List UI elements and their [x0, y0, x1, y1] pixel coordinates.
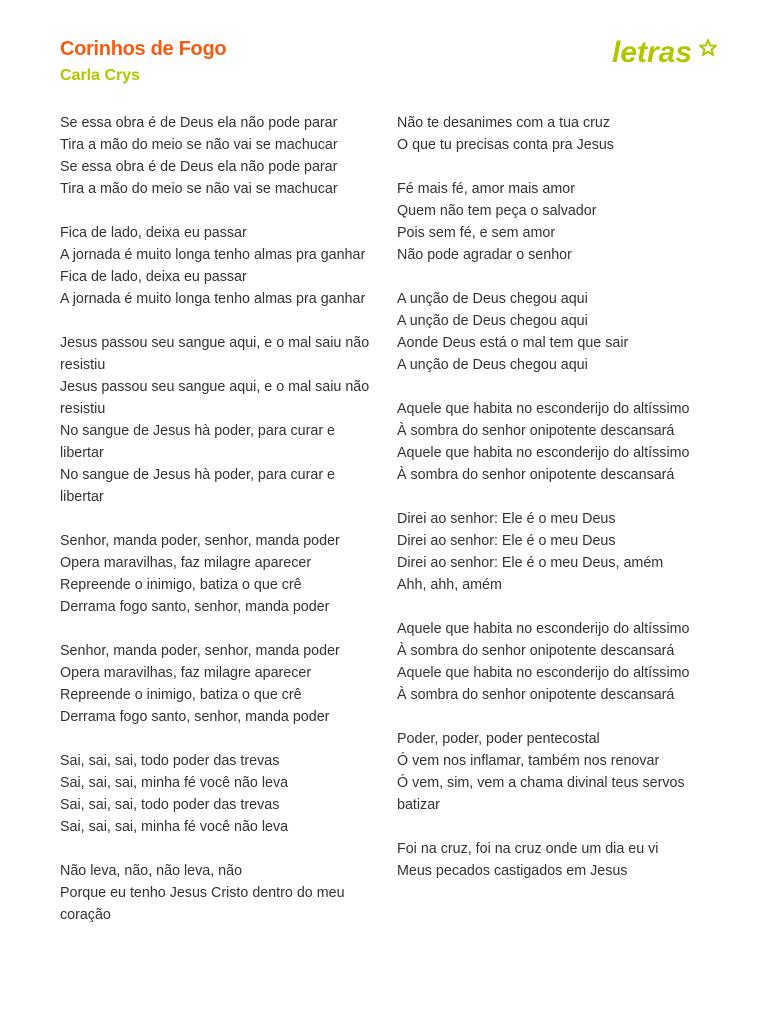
lyric-line: Derrama fogo santo, senhor, manda poder: [60, 599, 330, 615]
lyric-line: Jesus passou seu sangue aqui, e o mal saiu não resistiu: [60, 335, 370, 373]
lyric-line: Não leva, não, não leva, não: [60, 863, 243, 879]
artist-name: Carla Crys: [60, 67, 141, 84]
lyric-line: Repreende o inimigo, batiza o que crê: [60, 687, 302, 703]
lyric-line: A unção de Deus chegou aqui: [397, 291, 588, 307]
lyrics-stanza: [397, 398, 697, 486]
lyric-line: Não pode agradar o senhor: [397, 247, 572, 263]
lyrics-stanza: [397, 508, 697, 596]
lyric-line: Derrama fogo santo, senhor, manda poder: [60, 709, 330, 725]
lyric-line: Tira a mão do meio se não vai se machucar: [60, 181, 338, 197]
song-header: [60, 37, 226, 86]
star-icon: [700, 40, 716, 55]
lyric-line: Quem não tem peça o salvador: [397, 203, 597, 219]
lyric-line: Repreende o inimigo, batiza o que crê: [60, 577, 302, 593]
lyric-line: No sangue de Jesus hà poder, para curar e libertar: [60, 423, 335, 461]
lyric-line: Ahh, ahh, amém: [397, 577, 502, 593]
lyric-line: Sai, sai, sai, todo poder das trevas: [60, 797, 280, 813]
lyric-line: O que tu precisas conta pra Jesus: [397, 137, 614, 153]
lyric-line: Direi ao senhor: Ele é o meu Deus: [397, 533, 616, 549]
lyrics-stanza: [60, 750, 380, 838]
lyric-line: Aonde Deus está o mal tem que sair: [397, 335, 629, 351]
lyric-line: Se essa obra é de Deus ela não pode parar: [60, 115, 338, 131]
lyrics-stanza: [60, 222, 380, 310]
lyric-line: No sangue de Jesus hà poder, para curar e libertar: [60, 467, 335, 505]
lyric-line: Ó vem, sim, vem a chama divinal teus servos batizar: [397, 775, 685, 813]
lyric-line: Meus pecados castigados em Jesus: [397, 863, 628, 879]
lyric-line: À sombra do senhor onipotente descansará: [397, 643, 675, 659]
lyric-line: Se essa obra é de Deus ela não pode parar: [60, 159, 338, 175]
lyric-line: Fica de lado, deixa eu passar: [60, 225, 247, 241]
lyrics-stanza: [397, 728, 697, 816]
lyric-line: Pois sem fé, e sem amor: [397, 225, 556, 241]
lyric-line: Aquele que habita no esconderijo do altíssimo: [397, 401, 690, 417]
lyric-line: Porque eu tenho Jesus Cristo dentro do meu coração: [60, 885, 345, 923]
lyric-line: À sombra do senhor onipotente descansará: [397, 423, 675, 439]
lyric-line: Sai, sai, sai, minha fé você não leva: [60, 775, 289, 791]
lyric-line: Fica de lado, deixa eu passar: [60, 269, 247, 285]
lyric-line: Aquele que habita no esconderijo do altíssimo: [397, 665, 690, 681]
lyric-line: Senhor, manda poder, senhor, manda poder: [60, 643, 340, 659]
letras-logo: [610, 30, 720, 76]
lyric-line: Sai, sai, sai, minha fé você não leva: [60, 819, 289, 835]
lyric-line: Sai, sai, sai, todo poder das trevas: [60, 753, 280, 769]
lyric-line: A unção de Deus chegou aqui: [397, 357, 588, 373]
letras-logo-graphic: [610, 30, 720, 76]
lyrics-stanza: [397, 112, 697, 156]
lyric-line: Direi ao senhor: Ele é o meu Deus, amém: [397, 555, 664, 571]
lyric-line: Tira a mão do meio se não vai se machucar: [60, 137, 338, 153]
lyric-line: Senhor, manda poder, senhor, manda poder: [60, 533, 340, 549]
lyrics-stanza: [60, 860, 380, 926]
lyric-line: Fé mais fé, amor mais amor: [397, 181, 575, 197]
lyric-line: Opera maravilhas, faz milagre aparecer: [60, 665, 312, 681]
lyrics-stanza: [60, 640, 380, 728]
lyrics-stanza: [60, 530, 380, 618]
lyric-line: A unção de Deus chegou aqui: [397, 313, 588, 329]
song-title: Corinhos de Fogo: [60, 38, 227, 60]
lyrics-stanza: [397, 288, 697, 376]
logo-text: letras: [612, 36, 693, 69]
lyric-line: Aquele que habita no esconderijo do altíssimo: [397, 621, 690, 637]
lyric-line: À sombra do senhor onipotente descansará: [397, 467, 675, 483]
lyrics-column-left: [60, 112, 380, 948]
lyric-line: Não te desanimes com a tua cruz: [397, 115, 610, 131]
lyrics-stanza: [397, 178, 697, 266]
lyric-line: Foi na cruz, foi na cruz onde um dia eu vi: [397, 841, 659, 857]
lyrics-column-right: [397, 112, 697, 904]
lyric-line: Aquele que habita no esconderijo do altíssimo: [397, 445, 690, 461]
lyrics-stanza: [60, 112, 380, 200]
lyrics-stanza: [397, 838, 697, 882]
lyric-line: Ó vem nos inflamar, também nos renovar: [397, 753, 660, 769]
lyrics-stanza: [60, 332, 380, 508]
lyric-line: A jornada é muito longa tenho almas pra ganhar: [60, 247, 366, 263]
lyric-line: Opera maravilhas, faz milagre aparecer: [60, 555, 312, 571]
lyric-line: Poder, poder, poder pentecostal: [397, 731, 600, 747]
lyric-line: A jornada é muito longa tenho almas pra ganhar: [60, 291, 366, 307]
lyrics-stanza: [397, 618, 697, 706]
lyric-line: Direi ao senhor: Ele é o meu Deus: [397, 511, 616, 527]
lyric-line: À sombra do senhor onipotente descansará: [397, 687, 675, 703]
lyric-line: Jesus passou seu sangue aqui, e o mal saiu não resistiu: [60, 379, 370, 417]
